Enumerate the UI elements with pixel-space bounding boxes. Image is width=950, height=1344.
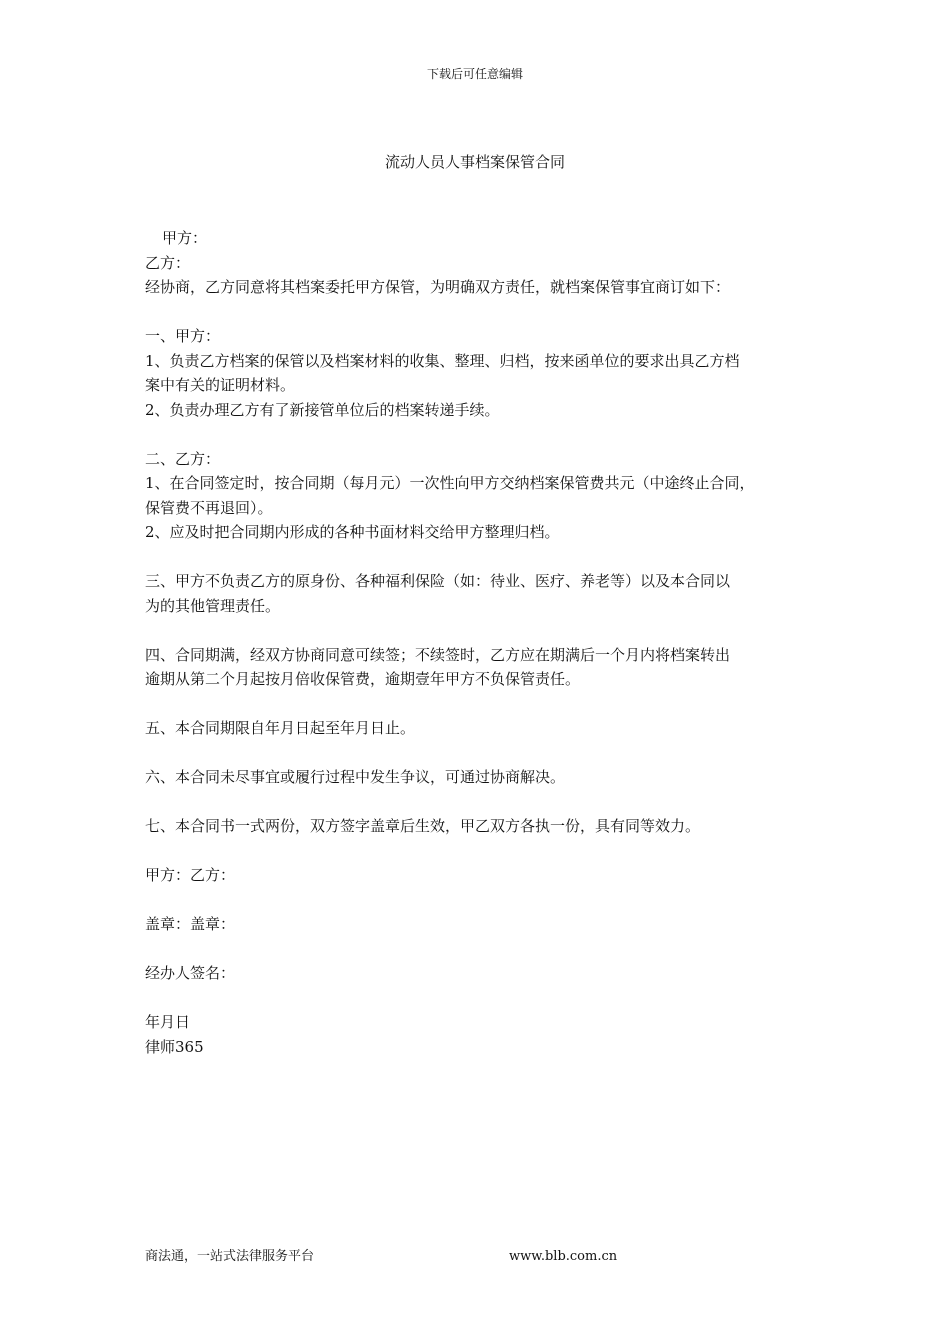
section4-line2: 逾期从第二个月起按月倍收保管费，逾期壹年甲方不负保管责任。 bbox=[145, 670, 581, 688]
section1-item1-line2: 案中有关的证明材料。 bbox=[145, 376, 296, 394]
party-b-label: 乙方： bbox=[145, 253, 191, 272]
document-title: 流动人员人事档案保管合同 bbox=[384, 153, 565, 171]
document-body bbox=[145, 226, 817, 1059]
section7-text: 七、本合同书一式两份，双方签字盖章后生效，甲乙双方各执一份，具有同等效力。 bbox=[145, 817, 701, 835]
section1-item1-line1: 1、负责乙方档案的保管以及档案材料的收集、整理、归档，按来函单位的要求出具乙方档 bbox=[145, 351, 740, 370]
signature-parties: 甲方：乙方： bbox=[145, 866, 236, 884]
signature-seals: 盖章：盖章： bbox=[145, 915, 236, 933]
section2-heading: 二、乙方： bbox=[145, 449, 221, 468]
footer-website: www.blb.com.cn bbox=[509, 1249, 618, 1264]
intro-paragraph: 经协商，乙方同意将其档案委托甲方保管，为明确双方责任，就档案保管事宜商订如下： bbox=[145, 278, 731, 296]
section3-line2: 为的其他管理责任。 bbox=[145, 596, 281, 615]
signature-date: 年月日 bbox=[145, 1013, 191, 1031]
section5-text: 五、本合同期限自年月日起至年月日止。 bbox=[145, 719, 416, 737]
section2-item1-line2: 保管费不再退回）。 bbox=[145, 498, 273, 517]
page-header: 下载后可任意编辑 bbox=[426, 67, 523, 81]
section2-item2: 2、应及时把合同期内形成的各种书面材料交给甲方整理归档。 bbox=[145, 523, 560, 541]
section6-text: 六、本合同未尽事宜或履行过程中发生争议，可通过协商解决。 bbox=[145, 768, 566, 786]
section1-item2: 2、负责办理乙方有了新接管单位后的档案转递手续。 bbox=[145, 400, 500, 419]
section2-item1-line1: 1、在合同签定时，按合同期（每月元）一次性向甲方交纳档案保管费共元（中途终止合同， bbox=[145, 474, 755, 492]
section1-heading: 一、甲方： bbox=[145, 327, 221, 345]
section3-line1: 三、甲方不负责乙方的原身份、各种福利保险（如：待业、医疗、养老等）以及本合同以 bbox=[145, 572, 731, 590]
party-a-label: 甲方： bbox=[162, 229, 208, 247]
section4-line1: 四、合同期满，经双方协商同意可续签；不续签时，乙方应在期满后一个月内将档案转出 bbox=[145, 645, 731, 664]
signature-handler: 经办人签名： bbox=[145, 964, 236, 982]
source-label: 律师365 bbox=[145, 1037, 204, 1056]
footer-platform-text: 商法通，一站式法律服务平台 bbox=[145, 1249, 315, 1264]
